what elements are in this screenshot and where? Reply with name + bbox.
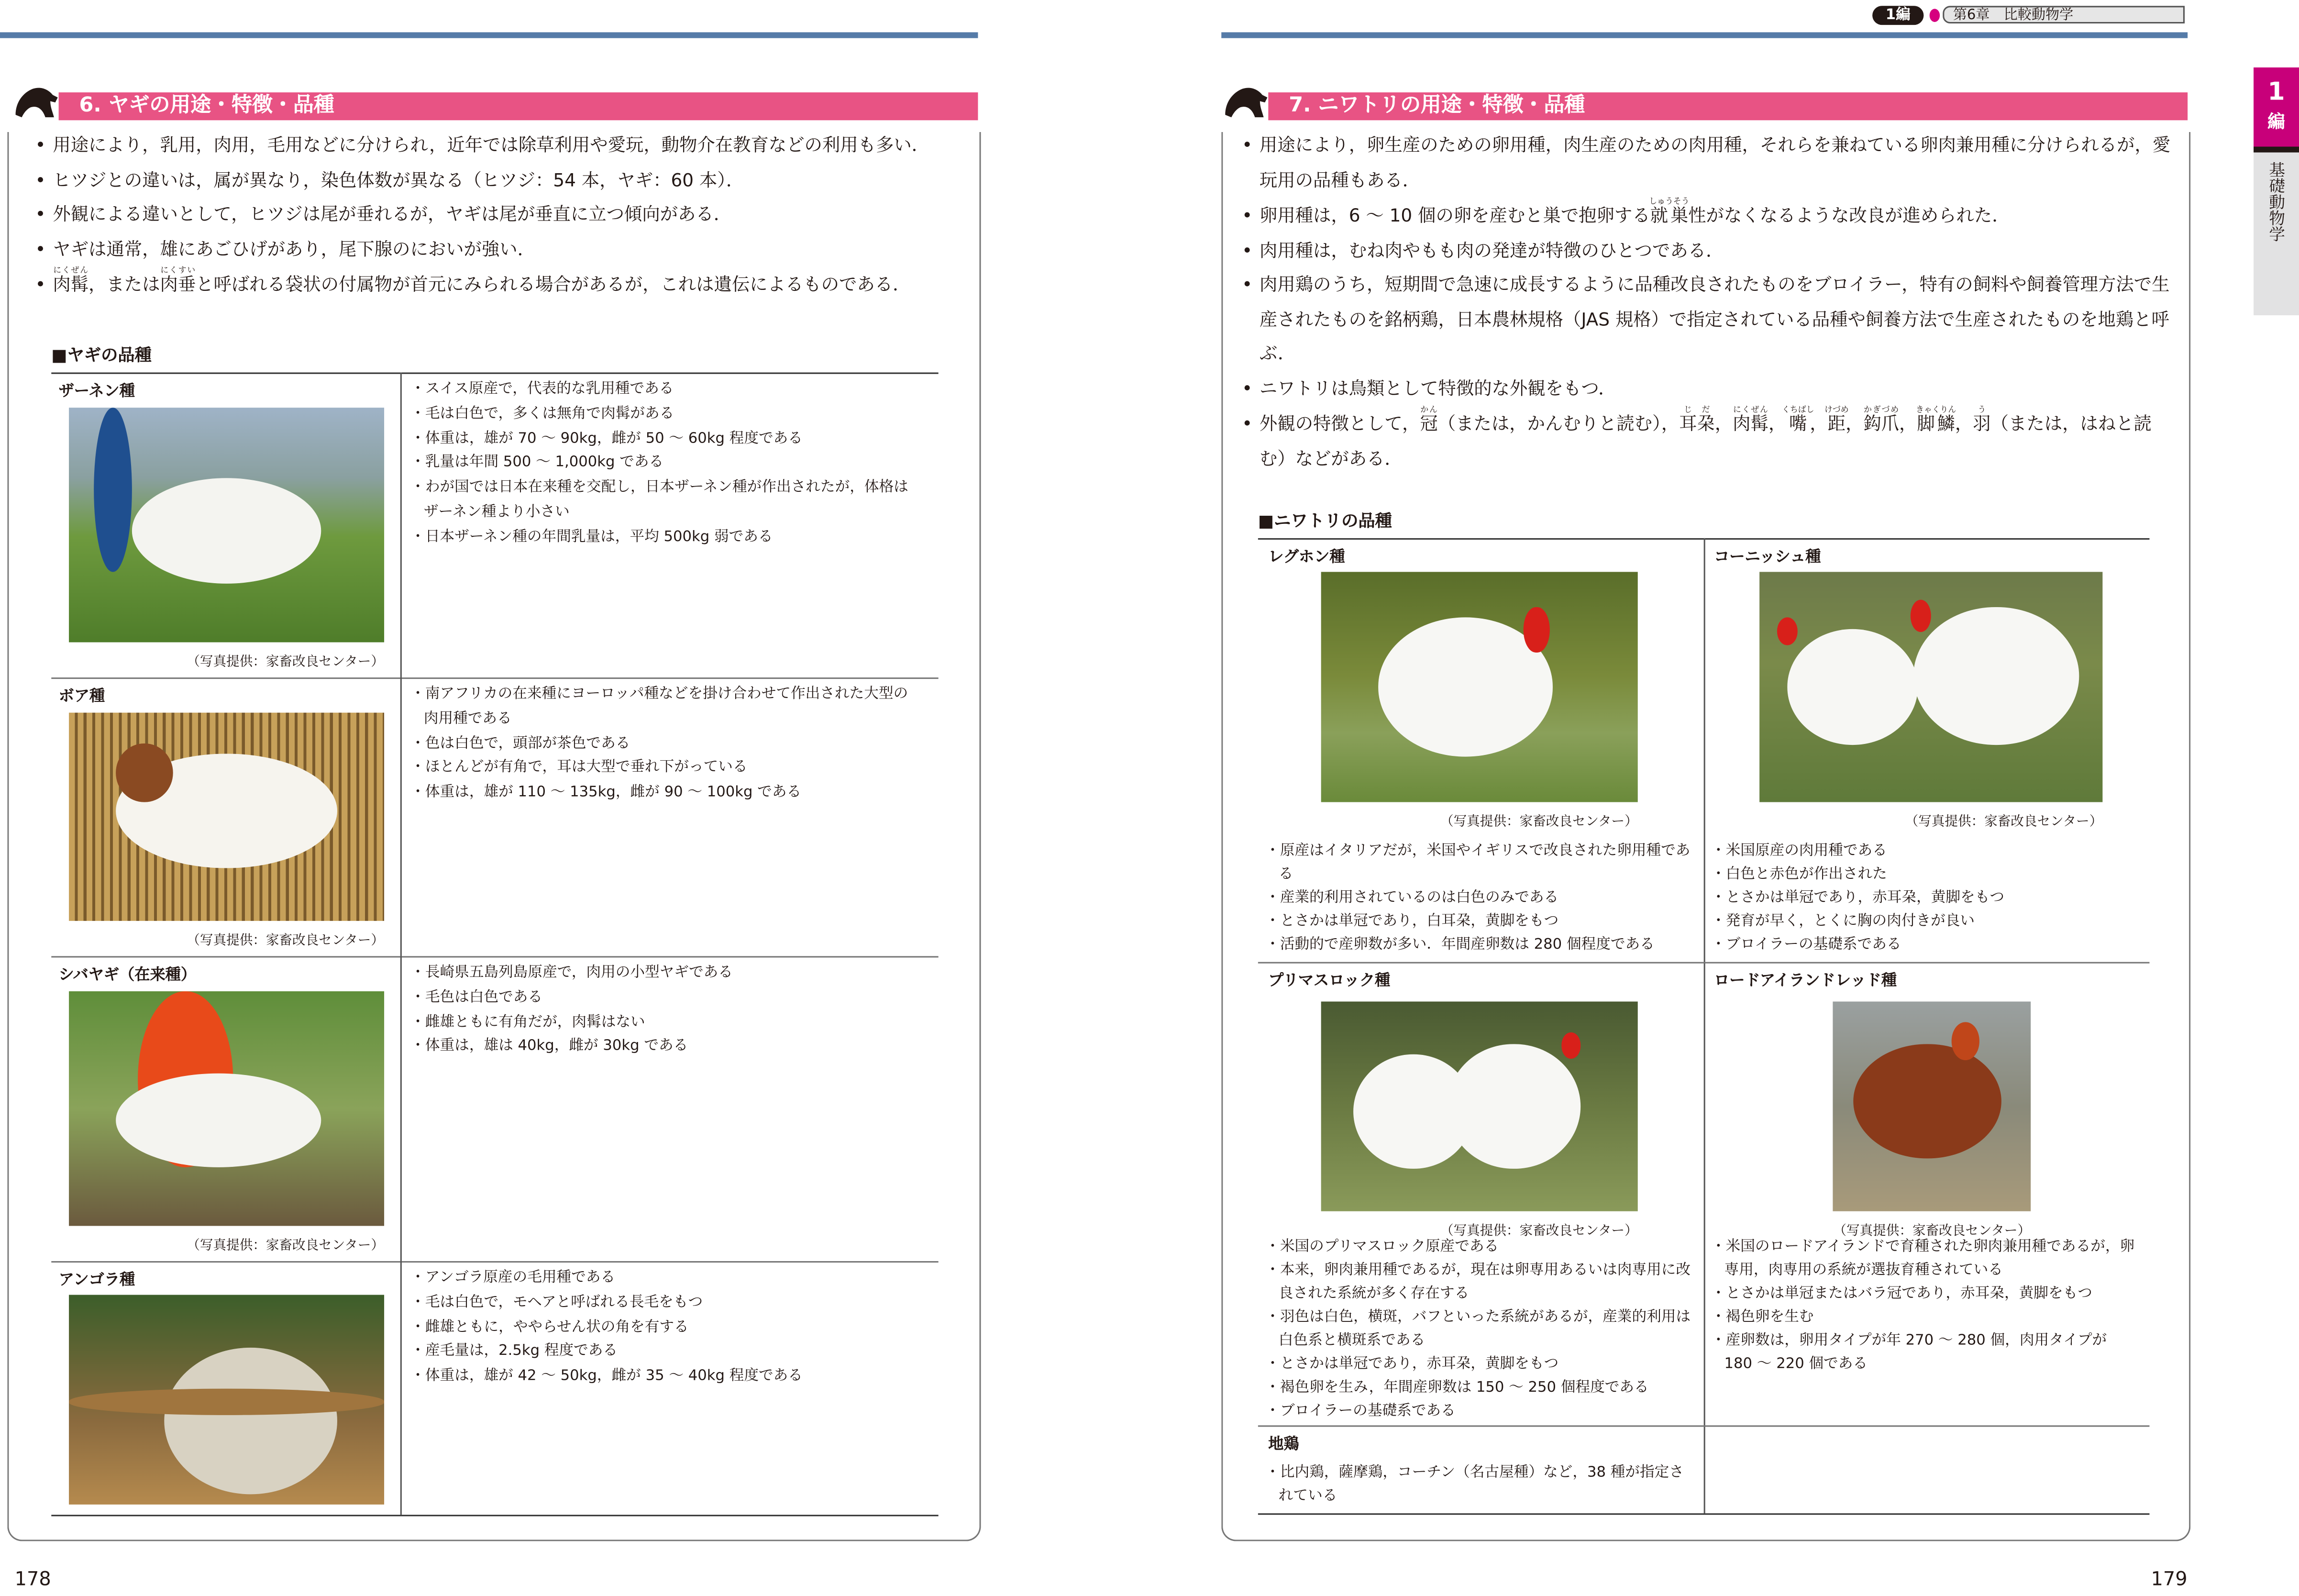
breed-name: プリマスロック種	[1268, 972, 1391, 990]
description-item: ・毛色は白色である	[410, 989, 543, 1006]
breed-name: 地鶏	[1268, 1435, 1299, 1453]
breed-description	[1711, 840, 2139, 957]
ruby-word	[1679, 406, 1715, 434]
page-number: 179	[2151, 1569, 2188, 1591]
chicken-silhouette-icon	[1218, 85, 1274, 117]
description-item: ・ブロイラーの基礎系である	[1711, 937, 1901, 953]
description-item: ・ほとんどが有角で，耳は大型で垂れ下がっている	[410, 760, 748, 776]
animal-shape	[164, 1347, 337, 1494]
description-item: ・産毛量は，2.5kg 程度である	[410, 1343, 618, 1360]
animal-shape	[1448, 1043, 1581, 1169]
side-tab-divider	[2254, 147, 2299, 153]
description-item: ・とさかは単冠であり，赤耳朶，黄脚をもつ	[1711, 890, 2004, 907]
description-item: ・褐色卵を生む	[1711, 1309, 1814, 1326]
ruby-reading: にくすい	[160, 266, 196, 276]
description-item: ・体重は，雄が 110 ～ 135kg，雌が 90 ～ 100kg である	[410, 785, 802, 801]
breed-description	[1265, 1462, 1693, 1509]
bullet-icon: •	[35, 169, 46, 190]
description-item: ・米国原産の肉用種である	[1711, 843, 1887, 860]
bullet-text: ，	[1714, 413, 1733, 434]
side-tab-title: 基礎動物学	[2254, 153, 2299, 315]
description-item: ・体重は，雄は 40kg，雌が 30kg である	[410, 1039, 688, 1055]
bullet-text: 用途により，乳用，肉用，毛用などに分けられ，近年では除草利用や愛玩，動物介在教育などの利用も多い．	[53, 134, 930, 155]
description-item: ・日本ザーネン種の年間乳量は，平均 500kg 弱である	[410, 529, 773, 545]
description-item: ・米国のプリマスロック原産である	[1265, 1239, 1499, 1255]
ruby-word	[1733, 406, 1768, 434]
description-item: ・とさかは単冠であり，白耳朶，黄脚をもつ	[1265, 913, 1559, 930]
bullet-text: ，	[1810, 413, 1828, 434]
ruby-base: 冠	[1420, 413, 1438, 434]
description-item: ・体重は，雄が 70 ～ 90kg，雌が 50 ～ 60kg 程度である	[410, 430, 803, 447]
ruby-base: 脚鱗	[1915, 413, 1956, 434]
breed-description	[410, 683, 916, 806]
ruby-word	[1915, 406, 1956, 434]
column-divider	[400, 956, 402, 1261]
description-item: ・白色と赤色が作出された	[1711, 866, 1887, 883]
bullet-icon: •	[35, 134, 46, 155]
description-item: ・産卵数は，卵用タイプが年 270 ～ 280 個，肉用タイプが 180 ～ 220 個である	[1711, 1333, 2107, 1373]
description-item: ・産業的利用されているのは白色のみである	[1265, 890, 1559, 907]
column-divider	[400, 1261, 402, 1515]
description-item: ・ブロイラーの基礎系である	[1265, 1403, 1456, 1420]
ruby-word	[1649, 198, 1690, 226]
row-divider	[1258, 962, 2150, 964]
ruby-reading: にくぜん	[53, 266, 89, 276]
row-divider	[51, 1515, 938, 1517]
bullet-dot-icon	[1930, 9, 1940, 22]
photo-credit: （写真提供：家畜改良センター）	[1440, 815, 1638, 830]
photo-credit: （写真提供：家畜改良センター）	[187, 934, 385, 949]
animal-shape	[69, 1389, 384, 1415]
bullet-item	[35, 129, 929, 164]
bullet-text: 外観の特徴として，	[1259, 413, 1420, 434]
photo-credit: （写真提供：家畜改良センター）	[187, 655, 385, 670]
goat-photo	[69, 1295, 384, 1504]
animal-shape	[1777, 618, 1797, 646]
breed-name: ザーネン種	[58, 382, 135, 400]
chicken-photo	[1833, 1001, 2031, 1211]
breed-name: ボア種	[58, 687, 105, 706]
ruby-word	[160, 266, 196, 295]
description-item: ・とさかは単冠であり，赤耳朶，黄脚をもつ	[1265, 1356, 1559, 1373]
ruby-base: 肉髯	[1733, 413, 1768, 434]
animal-shape	[1524, 607, 1549, 653]
bullet-text: 卵用種は，6 ～ 10 個の卵を産むと巣で抱卵する	[1259, 205, 1650, 226]
section-title: 6. ヤギの用途・特徴・品種	[59, 92, 978, 120]
bullet-text: 用途により，卵生産のための卵用種，肉生産のための肉用種，それらを兼ねている卵肉兼用種に分けられるが，愛玩用の品種もある．	[1259, 134, 2171, 190]
bullet-icon: •	[1242, 377, 1253, 399]
ruby-base: 嘴	[1782, 413, 1814, 434]
top-rule	[0, 32, 978, 38]
bullet-item	[1242, 198, 2174, 234]
goat-bullet-list	[35, 129, 929, 303]
ruby-base: 耳朶	[1679, 413, 1715, 434]
animal-shape	[1911, 599, 1931, 632]
photo-credit: （写真提供：家畜改良センター）	[1440, 1224, 1638, 1240]
side-tab-volume[interactable]	[2254, 67, 2299, 147]
bullet-text: ，	[1955, 413, 1973, 434]
ruby-word	[1863, 406, 1900, 434]
breed-description	[410, 962, 916, 1061]
bullet-item	[35, 233, 929, 267]
breed-name: ロードアイランドレッド種	[1714, 972, 1897, 990]
animal-shape	[1853, 1043, 2001, 1159]
breed-description	[410, 1267, 916, 1390]
description-item: ・米国のロードアイランドで育種された卵肉兼用種であるが，卵専用，肉専用の系統が選抜育種されている	[1711, 1239, 2135, 1279]
column-divider	[1704, 538, 1705, 1513]
bullet-text: （または，はねと読む）などがある．	[1259, 413, 2152, 469]
chicken-photo	[1759, 572, 2102, 802]
description-item: ・スイス原産で，代表的な乳用種である	[410, 381, 674, 398]
ruby-reading: にくぜん	[1733, 406, 1768, 415]
row-divider	[51, 956, 938, 957]
bullet-item	[1242, 268, 2174, 372]
description-item: ・雌雄ともに有角だが，肉髯はない	[410, 1014, 645, 1031]
ruby-base: 羽	[1973, 413, 1991, 434]
animal-shape	[1562, 1033, 1581, 1058]
goat-breeds-heading: ■ヤギの品種	[51, 344, 152, 366]
chapter-label: 第6章 比較動物学	[1943, 6, 2185, 23]
description-item: ・褐色卵を生み，年間産卵数は 150 ～ 250 個程度である	[1265, 1380, 1649, 1396]
ruby-reading: う	[1973, 406, 1991, 415]
ruby-base: 就巣	[1649, 205, 1690, 226]
bullet-item	[35, 198, 929, 233]
description-item: ・比内鶏，薩摩鶏，コーチン（名古屋種）など，38 種が指定されている	[1265, 1465, 1684, 1505]
ruby-reading: かん	[1420, 406, 1438, 415]
ruby-word	[1973, 406, 1991, 434]
bullet-item	[1242, 406, 2174, 477]
ruby-base: 肉垂	[160, 274, 196, 295]
ruby-reading: くちばし	[1782, 406, 1814, 415]
bullet-text: 肉用種は，むね肉やもも肉の発達が特徴のひとつである．	[1259, 240, 1724, 261]
section-title: 7. ニワトリの用途・特徴・品種	[1268, 92, 2188, 120]
goat-photo	[69, 713, 384, 921]
description-item: ・毛は白色で，多くは無角で肉髯がある	[410, 406, 674, 422]
animal-shape	[1952, 1022, 1979, 1060]
description-item: ・乳量は年間 500 ～ 1,000kg である	[410, 455, 664, 472]
bullet-text: ，または	[88, 274, 160, 295]
description-item: ・長崎県五島列島原産で，肉用の小型ヤギである	[410, 964, 733, 981]
volume-badge: 1編	[1872, 6, 1923, 25]
bullet-text: ニワトリは鳥類として特徴的な外観をもつ．	[1259, 377, 1616, 399]
description-item: ・羽色は白色，横斑，バフといった系統があるが，産業的利用は白色系と横斑系である	[1265, 1309, 1691, 1349]
bullet-item	[35, 164, 929, 198]
bullet-text: （または，かんむりと読む），	[1437, 413, 1680, 434]
bullet-text: 肉用鶏のうち，短期間で急速に成長するように品種改良されたものをブロイラー，特有の飼料や飼養管理方法で生産されたものを銘柄鶏，日本農林規格（JAS 規格）で指定されている品種や飼養方法で生産されたものを地鶏と呼ぶ．	[1259, 274, 2170, 364]
description-item: ・南アフリカの在来種にヨーロッパ種などを掛け合わせて作出された大型の肉用種である	[410, 686, 908, 727]
goat-photo	[69, 408, 384, 642]
page-number: 178	[14, 1569, 51, 1591]
bullet-text: 外観による違いとして，ヒツジは尾が垂れるが，ヤギは尾が垂直に立つ傾向がある．	[53, 204, 732, 224]
bullet-icon: •	[35, 238, 46, 259]
chicken-bullet-list	[1242, 129, 2174, 477]
ruby-base: 距	[1824, 413, 1849, 434]
bullet-icon: •	[35, 274, 46, 295]
ruby-word	[1824, 406, 1849, 434]
row-divider	[51, 1261, 938, 1263]
ruby-base: 鈎爪	[1863, 413, 1900, 434]
description-item: ・とさかは単冠またはバラ冠であり，赤耳朶，黄脚をもつ	[1711, 1286, 2092, 1302]
table-bottom-rule	[1258, 1513, 2150, 1515]
bullet-text: ヤギは通常，雄にあごひげがあり，尾下腺のにおいが強い．	[53, 238, 535, 259]
breed-name: コーニッシュ種	[1714, 548, 1821, 566]
description-item: ・本来，卵肉兼用種であるが，現在は卵専用あるいは肉専用に改良された系統が多く存在する	[1265, 1263, 1691, 1302]
ruby-word	[1420, 406, 1438, 434]
photo-credit: （写真提供：家畜改良センター）	[1833, 1224, 2031, 1240]
animal-shape	[94, 408, 132, 572]
column-divider	[400, 677, 402, 956]
ruby-reading: じだ	[1679, 406, 1715, 415]
animal-shape	[1914, 607, 2078, 745]
bullet-item	[35, 267, 929, 303]
breed-description	[1265, 840, 1693, 957]
description-item: ・原産はイタリアだが，米国やイギリスで改良された卵用種である	[1265, 843, 1691, 883]
ruby-word	[53, 266, 89, 295]
chicken-breeds-heading: ■ニワトリの品種	[1258, 510, 1392, 531]
chicken-photo	[1321, 572, 1638, 802]
photo-credit: （写真提供：家畜改良センター）	[1905, 815, 2103, 830]
animal-shape	[116, 744, 173, 802]
description-item: ・体重は，雄が 42 ～ 50kg，雌が 35 ～ 40kg 程度である	[410, 1368, 803, 1385]
breed-name: レグホン種	[1268, 548, 1345, 566]
goat-silhouette-icon	[9, 85, 64, 117]
bullet-item	[1242, 234, 2174, 268]
side-tab-unit: 編	[2267, 111, 2285, 132]
goat-photo	[69, 991, 384, 1226]
ruby-base: 肉髯	[53, 274, 89, 295]
animal-shape	[1787, 630, 1917, 745]
description-item: ・雌雄ともに，ややらせん状の角を有する	[410, 1319, 689, 1336]
breed-name: アンゴラ種	[58, 1271, 135, 1289]
ruby-reading: かぎづめ	[1863, 406, 1899, 415]
bullet-item	[1242, 372, 2174, 406]
bullet-icon: •	[1242, 205, 1253, 226]
row-divider	[51, 677, 938, 679]
ruby-reading: しゅうそう	[1649, 198, 1690, 207]
bullet-text: ヒツジとの違いは，属が異なり，染色体数が異なる（ヒツジ：54 本，ヤギ：60 本）．	[53, 169, 744, 190]
bullet-icon: •	[1242, 413, 1253, 434]
chicken-photo	[1321, 1001, 1638, 1211]
bullet-icon: •	[35, 204, 46, 224]
description-item: ・色は白色で，頭部が茶色である	[410, 735, 630, 752]
breed-description	[410, 378, 916, 551]
description-item: ・毛は白色で，モヘアと呼ばれる長毛をもつ	[410, 1294, 703, 1311]
bullet-icon: •	[1242, 274, 1253, 295]
description-item: ・アンゴラ原産の毛用種である	[410, 1270, 616, 1286]
table-top-rule	[51, 373, 938, 375]
breed-description	[1711, 1236, 2139, 1377]
bullet-text: ，	[1845, 413, 1864, 434]
bullet-text: ，	[1768, 413, 1787, 434]
row-divider	[1258, 1425, 2150, 1427]
column-divider	[400, 373, 402, 678]
description-item: ・わが国では日本在来種を交配し，日本ザーネン種が作出されたが，体格はザーネン種より小さい	[410, 479, 908, 521]
photo-credit: （写真提供：家畜改良センター）	[187, 1239, 385, 1254]
ruby-reading: けづめ	[1824, 406, 1849, 415]
bullet-text: と呼ばれる袋状の付属物が首元にみられる場合があるが，これは遺伝によるものである．	[196, 274, 911, 295]
side-tab-number: 1	[2267, 78, 2285, 107]
bullet-icon: •	[1242, 240, 1253, 261]
ruby-word	[1782, 406, 1814, 434]
bullet-text: 性がなくなるような改良が進められた．	[1688, 205, 2010, 226]
top-rule	[1221, 32, 2188, 38]
animal-shape	[132, 478, 321, 584]
bullet-icon: •	[1242, 134, 1253, 155]
bullet-text: ，	[1899, 413, 1917, 434]
breed-name: シバヤギ（在来種）	[58, 966, 197, 984]
animal-shape	[116, 1074, 321, 1167]
bullet-item	[1242, 129, 2174, 198]
ruby-reading: きゃくりん	[1915, 406, 1956, 415]
description-item: ・発育が早く，とくに胸の肉付きが良い	[1711, 913, 1975, 930]
breed-description	[1265, 1236, 1693, 1424]
description-item: ・活動的で産卵数が多い．年間産卵数は 280 個程度である	[1265, 937, 1655, 953]
